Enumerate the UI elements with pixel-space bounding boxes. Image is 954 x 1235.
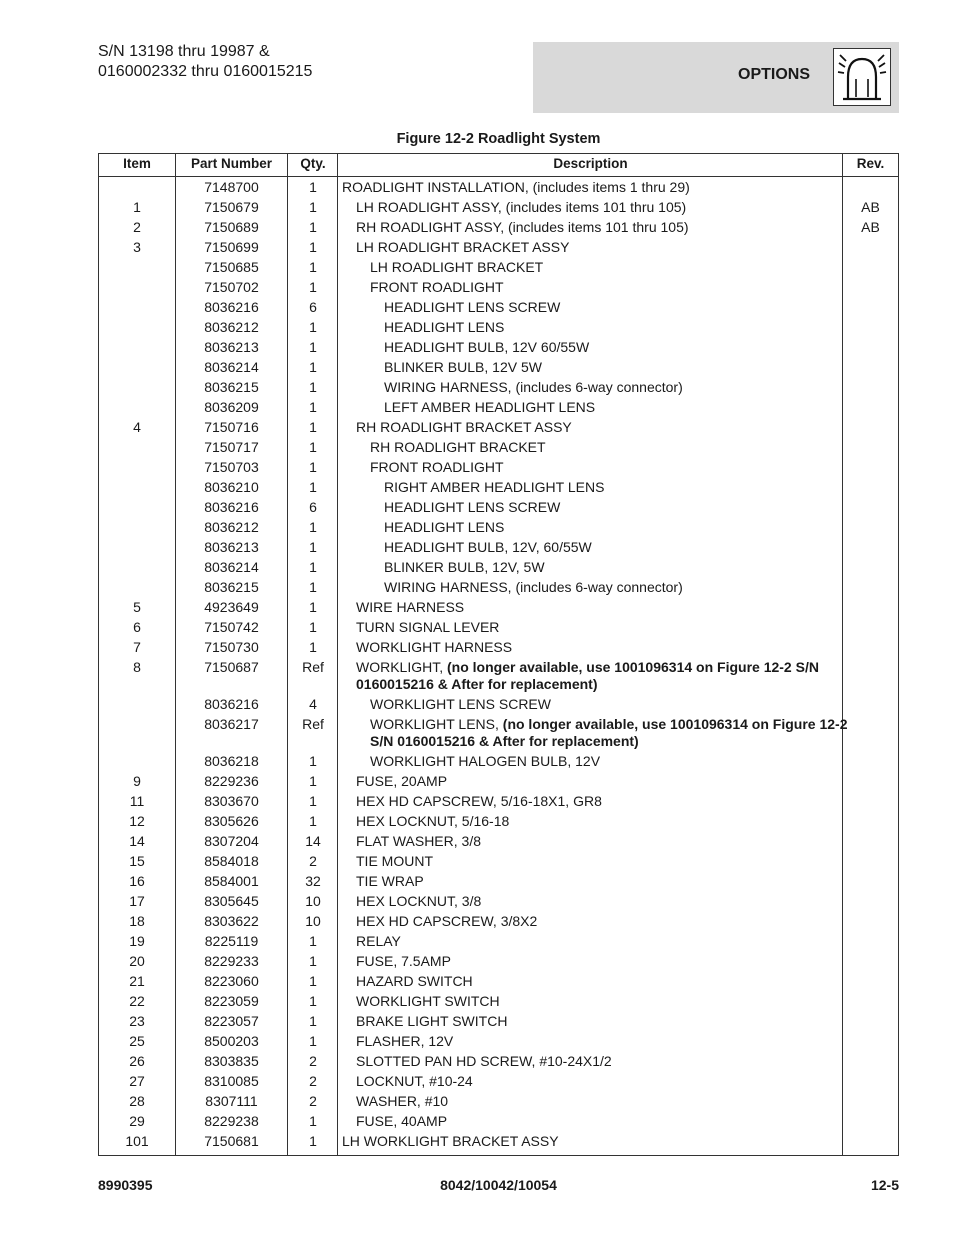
- part-number: 8307204: [204, 832, 259, 849]
- description-text: BLINKER BULB, 12V 5W: [384, 358, 542, 375]
- part-number: 7148700: [204, 178, 259, 195]
- part-number: 8036212: [204, 318, 259, 335]
- part-number: 8036210: [204, 478, 259, 495]
- table-row: [99, 197, 898, 217]
- description-text: FRONT ROADLIGHT: [370, 458, 504, 475]
- description-text: FUSE, 40AMP: [356, 1112, 448, 1129]
- quantity: 1: [309, 972, 317, 989]
- quantity: 1: [309, 1112, 317, 1129]
- quantity: 1: [309, 772, 317, 789]
- description-text: FUSE, 7.5AMP: [356, 952, 451, 969]
- part-number: 8584018: [204, 852, 259, 869]
- description: [342, 793, 852, 810]
- quantity: 1: [309, 578, 317, 595]
- description-text: HEX HD CAPSCREW, 5/16-18X1, GR8: [356, 792, 602, 809]
- quantity: 1: [309, 418, 317, 435]
- table-row: [99, 851, 898, 871]
- quantity: 1: [309, 992, 317, 1009]
- footer-page-number: 12-5: [870, 1177, 899, 1193]
- description-text: LH ROADLIGHT BRACKET: [370, 258, 544, 275]
- part-number: 8036217: [204, 715, 259, 732]
- quantity: 1: [309, 952, 317, 969]
- description-text: WORKLIGHT HALOGEN BULB, 12V: [370, 752, 601, 769]
- description: [342, 813, 852, 830]
- table-row: [99, 871, 898, 891]
- description-text: RH ROADLIGHT BRACKET ASSY: [356, 418, 572, 435]
- quantity: 14: [305, 832, 321, 849]
- description-text: WORKLIGHT HARNESS: [356, 638, 513, 655]
- quantity: 6: [309, 298, 317, 315]
- item-number: 20: [129, 952, 145, 969]
- table-row: [99, 911, 898, 931]
- table-body: [99, 177, 898, 1151]
- part-number: 8584001: [204, 872, 259, 889]
- quantity: 1: [309, 1012, 317, 1029]
- part-number: 7150702: [204, 278, 259, 295]
- quantity: 1: [309, 458, 317, 475]
- description: [342, 559, 880, 576]
- part-number: 8036213: [204, 338, 259, 355]
- description: [342, 1133, 838, 1150]
- table-row: [99, 457, 898, 477]
- description-text: LEFT AMBER HEADLIGHT LENS: [384, 398, 596, 415]
- description: [342, 279, 866, 296]
- item-number: 6: [133, 618, 141, 635]
- table-row: [99, 497, 898, 517]
- description: [342, 1013, 852, 1030]
- quantity: Ref: [302, 658, 324, 675]
- quantity: 1: [309, 258, 317, 275]
- item-number: 2: [133, 218, 141, 235]
- table-row: [99, 317, 898, 337]
- item-number: 11: [129, 792, 145, 809]
- table-row: [99, 657, 898, 694]
- quantity: 1: [309, 638, 317, 655]
- description-text: LH ROADLIGHT BRACKET ASSY: [356, 238, 570, 255]
- quantity: 32: [305, 872, 321, 889]
- part-number: 8305645: [204, 892, 259, 909]
- description: [342, 359, 880, 376]
- table-row: [99, 714, 898, 751]
- table-row: [99, 1131, 898, 1151]
- part-number: 7150703: [204, 458, 259, 475]
- part-number: 8303622: [204, 912, 259, 929]
- part-number: 8225119: [204, 932, 259, 949]
- description: [342, 499, 880, 516]
- description: [342, 1053, 852, 1070]
- quantity: 1: [309, 598, 317, 615]
- description-text: WIRE HARNESS: [356, 598, 465, 615]
- description: [342, 459, 866, 476]
- description-text: HEADLIGHT LENS SCREW: [384, 498, 561, 515]
- table-row: [99, 991, 898, 1011]
- quantity: 1: [309, 378, 317, 395]
- table-row: [99, 811, 898, 831]
- item-number: 26: [129, 1052, 145, 1069]
- description-text: FRONT ROADLIGHT: [370, 278, 504, 295]
- description-text: HAZARD SWITCH: [356, 972, 473, 989]
- table-row: [99, 694, 898, 714]
- item-number: 14: [129, 832, 145, 849]
- part-number: 8036215: [204, 578, 259, 595]
- revision: AB: [861, 198, 880, 215]
- description: [342, 219, 852, 236]
- table-row: [99, 377, 898, 397]
- col-item: Item: [123, 156, 151, 171]
- part-number: 8036218: [204, 752, 259, 769]
- item-number: 1: [133, 198, 141, 215]
- item-number: 12: [129, 812, 145, 829]
- description: [342, 319, 880, 336]
- item-number: 7: [133, 638, 141, 655]
- description-text: WORKLIGHT SWITCH: [356, 992, 500, 1009]
- table-row: [99, 1051, 898, 1071]
- description: [342, 419, 852, 436]
- table-header: [99, 154, 898, 177]
- description-text: HEX HD CAPSCREW, 3/8X2: [356, 912, 538, 929]
- footer-part-number: 8990395: [98, 1177, 153, 1193]
- replacement-note: (no longer available, use 1001096314 on Figure 12-2 S/N 0160015216 & After for replacement): [370, 715, 848, 749]
- item-number: 27: [129, 1072, 145, 1089]
- description-text: TIE MOUNT: [356, 852, 433, 869]
- description-text: WIRING HARNESS, (includes 6-way connector): [384, 378, 683, 395]
- description: [342, 1073, 852, 1090]
- item-number: 28: [129, 1092, 145, 1109]
- description-text: FUSE, 20AMP: [356, 772, 448, 789]
- description: [342, 379, 880, 396]
- table-row: [99, 1071, 898, 1091]
- description: [342, 339, 880, 356]
- quantity: 1: [309, 518, 317, 535]
- quantity: 2: [309, 1072, 317, 1089]
- quantity: 1: [309, 398, 317, 415]
- description: [342, 479, 880, 496]
- description: [342, 239, 852, 256]
- description-text: HEX LOCKNUT, 5/16-18: [356, 812, 510, 829]
- quantity: 1: [309, 358, 317, 375]
- item-number: 15: [129, 852, 145, 869]
- part-number: 8036209: [204, 398, 259, 415]
- item-number: 23: [129, 1012, 145, 1029]
- description-text: BLINKER BULB, 12V, 5W: [384, 558, 545, 575]
- description-text: WIRING HARNESS, (includes 6-way connector): [384, 578, 683, 595]
- description-text: LH WORKLIGHT BRACKET ASSY: [342, 1132, 559, 1149]
- part-number: 8036213: [204, 538, 259, 555]
- table-row: [99, 517, 898, 537]
- description-text: HEADLIGHT BULB, 12V, 60/55W: [384, 538, 592, 555]
- description: [342, 773, 852, 790]
- description-text: ROADLIGHT INSTALLATION, (includes items 1 thru 29): [342, 178, 690, 195]
- table-row: [99, 557, 898, 577]
- item-number: 21: [129, 972, 145, 989]
- table-row: [99, 537, 898, 557]
- description: [342, 913, 852, 930]
- part-number: 8500203: [204, 1032, 259, 1049]
- description: [342, 1113, 852, 1130]
- description-text: FLAT WASHER, 3/8: [356, 832, 481, 849]
- description-text: TURN SIGNAL LEVER: [356, 618, 500, 635]
- description-text: RIGHT AMBER HEADLIGHT LENS: [384, 478, 605, 495]
- description-text: TIE WRAP: [356, 872, 424, 889]
- description: [342, 659, 852, 693]
- part-number: 8036216: [204, 695, 259, 712]
- serial-line-2: 0160002332 thru 0160015215: [98, 63, 313, 80]
- quantity: 1: [309, 558, 317, 575]
- table-row: [99, 637, 898, 657]
- description: [342, 1033, 852, 1050]
- part-number: 8310085: [204, 1072, 259, 1089]
- item-number: 29: [129, 1112, 145, 1129]
- description-text: HEX LOCKNUT, 3/8: [356, 892, 482, 909]
- table-row: [99, 1111, 898, 1131]
- part-number: 8223059: [204, 992, 259, 1009]
- quantity: 1: [309, 752, 317, 769]
- table-row: [99, 257, 898, 277]
- quantity: 1: [309, 278, 317, 295]
- description-text: HEADLIGHT BULB, 12V 60/55W: [384, 338, 590, 355]
- description: [342, 753, 866, 770]
- description-text: LH ROADLIGHT ASSY, (includes items 101 thru 105): [356, 198, 687, 215]
- description: [342, 639, 852, 656]
- serial-number-range: [98, 42, 312, 82]
- table-row: [99, 417, 898, 437]
- quantity: 1: [309, 618, 317, 635]
- description-text: HEADLIGHT LENS SCREW: [384, 298, 561, 315]
- part-number: 7150681: [204, 1132, 259, 1149]
- table-row: [99, 277, 898, 297]
- part-number: 8229238: [204, 1112, 259, 1129]
- description: [342, 716, 866, 750]
- table-row: [99, 891, 898, 911]
- table-row: [99, 297, 898, 317]
- item-number: 5: [133, 598, 141, 615]
- quantity: 10: [305, 892, 321, 909]
- description: [342, 399, 880, 416]
- part-number: 8223057: [204, 1012, 259, 1029]
- description: [342, 833, 852, 850]
- quantity: 4: [309, 695, 317, 712]
- description: [342, 953, 852, 970]
- part-number: 7150679: [204, 198, 259, 215]
- quantity: 1: [309, 438, 317, 455]
- serial-line-1: S/N 13198 thru 19987 &: [98, 43, 270, 60]
- quantity: 1: [309, 812, 317, 829]
- description-text: SLOTTED PAN HD SCREW, #10-24X1/2: [356, 1052, 612, 1069]
- item-number: 22: [129, 992, 145, 1009]
- table-row: [99, 931, 898, 951]
- table-row: [99, 771, 898, 791]
- quantity: 1: [309, 792, 317, 809]
- table-row: [99, 971, 898, 991]
- quantity: 1: [309, 478, 317, 495]
- table-row: [99, 177, 898, 197]
- quantity: 2: [309, 852, 317, 869]
- description: [342, 199, 852, 216]
- footer-models: 8042/10042/10054: [440, 1177, 557, 1193]
- description: [342, 933, 852, 950]
- part-number: 7150742: [204, 618, 259, 635]
- part-number: 8229233: [204, 952, 259, 969]
- table-row: [99, 217, 898, 237]
- part-number: 8307111: [205, 1092, 258, 1109]
- description: [342, 973, 852, 990]
- description-text: WORKLIGHT LENS,: [370, 715, 503, 732]
- table-row: [99, 577, 898, 597]
- item-number: 25: [129, 1032, 145, 1049]
- quantity: 1: [309, 198, 317, 215]
- part-number: 8303835: [204, 1052, 259, 1069]
- figure-title: Figure 12-2 Roadlight System: [396, 131, 601, 147]
- description-text: HEADLIGHT LENS: [384, 518, 505, 535]
- part-number: 8036215: [204, 378, 259, 395]
- table-row: [99, 951, 898, 971]
- table-row: [99, 1011, 898, 1031]
- part-number: 8036216: [204, 498, 259, 515]
- description: [342, 179, 838, 196]
- item-number: 8: [133, 658, 141, 675]
- col-description: Description: [553, 156, 628, 171]
- roadlight-icon: [833, 48, 891, 106]
- part-number: 8223060: [204, 972, 259, 989]
- col-part-number: Part Number: [190, 156, 273, 171]
- part-number: 7150717: [204, 438, 259, 455]
- quantity: 1: [309, 238, 317, 255]
- col-rev: Rev.: [856, 156, 885, 171]
- quantity: 6: [309, 498, 317, 515]
- quantity: Ref: [302, 715, 324, 732]
- part-number: 7150689: [204, 218, 259, 235]
- quantity: 1: [309, 538, 317, 555]
- table-row: [99, 337, 898, 357]
- quantity: 2: [309, 1052, 317, 1069]
- quantity: 10: [305, 912, 321, 929]
- description-text: WORKLIGHT,: [356, 658, 448, 675]
- item-number: 4: [133, 418, 141, 435]
- section-banner: [533, 42, 899, 113]
- part-number: 8036212: [204, 518, 259, 535]
- quantity: 1: [309, 1032, 317, 1049]
- table-row: [99, 1031, 898, 1051]
- item-number: 17: [129, 892, 145, 909]
- table-row: [99, 237, 898, 257]
- description-text: WASHER, #10: [356, 1092, 449, 1109]
- item-number: 19: [129, 932, 145, 949]
- item-number: 101: [125, 1132, 149, 1149]
- part-number: 8036216: [204, 298, 259, 315]
- part-number: 4923649: [204, 598, 259, 615]
- table-row: [99, 617, 898, 637]
- description: [342, 696, 866, 713]
- description-text: BRAKE LIGHT SWITCH: [356, 1012, 508, 1029]
- description: [342, 539, 880, 556]
- description: [342, 519, 880, 536]
- quantity: 1: [309, 318, 317, 335]
- revision: AB: [861, 218, 880, 235]
- description: [342, 993, 852, 1010]
- part-number: 7150730: [204, 638, 259, 655]
- part-number: 8036214: [204, 358, 259, 375]
- quantity: 1: [309, 178, 317, 195]
- table-row: [99, 791, 898, 811]
- part-number: 8305626: [204, 812, 259, 829]
- table-row: [99, 751, 898, 771]
- description: [342, 599, 852, 616]
- part-number: 7150699: [204, 238, 259, 255]
- table-row: [99, 397, 898, 417]
- description-text: RH ROADLIGHT BRACKET: [370, 438, 546, 455]
- item-number: 3: [133, 238, 141, 255]
- description: [342, 873, 852, 890]
- col-qty: Qty.: [300, 156, 326, 171]
- part-number: 7150685: [204, 258, 259, 275]
- quantity: 2: [309, 1092, 317, 1109]
- part-number: 8229236: [204, 772, 259, 789]
- description-text: HEADLIGHT LENS: [384, 318, 505, 335]
- description-text: LOCKNUT, #10-24: [356, 1072, 473, 1089]
- part-number: 8036214: [204, 558, 259, 575]
- description-text: RH ROADLIGHT ASSY, (includes items 101 thru 105): [356, 218, 689, 235]
- description: [342, 1093, 852, 1110]
- description-text: RELAY: [356, 932, 401, 949]
- table-row: [99, 1091, 898, 1111]
- description-text: WORKLIGHT LENS SCREW: [370, 695, 551, 712]
- section-title: OPTIONS: [738, 66, 811, 83]
- part-number: 8303670: [204, 792, 259, 809]
- item-number: 16: [129, 872, 145, 889]
- quantity: 1: [309, 338, 317, 355]
- description: [342, 893, 852, 910]
- description-text: FLASHER, 12V: [356, 1032, 454, 1049]
- table-row: [99, 357, 898, 377]
- description: [342, 853, 852, 870]
- part-number: 7150716: [204, 418, 259, 435]
- quantity: 1: [309, 932, 317, 949]
- part-number: 7150687: [204, 658, 259, 675]
- quantity: 1: [309, 1132, 317, 1149]
- quantity: 1: [309, 218, 317, 235]
- table-row: [99, 597, 898, 617]
- parts-table: [98, 153, 899, 1156]
- description: [342, 259, 866, 276]
- description: [342, 579, 880, 596]
- description: [342, 619, 852, 636]
- item-number: 9: [133, 772, 141, 789]
- description: [342, 299, 880, 316]
- table-row: [99, 477, 898, 497]
- table-row: [99, 437, 898, 457]
- item-number: 18: [129, 912, 145, 929]
- replacement-note: (no longer available, use 1001096314 on Figure 12-2 S/N 0160015216 & After for replacement): [356, 658, 819, 692]
- table-row: [99, 831, 898, 851]
- description: [342, 439, 866, 456]
